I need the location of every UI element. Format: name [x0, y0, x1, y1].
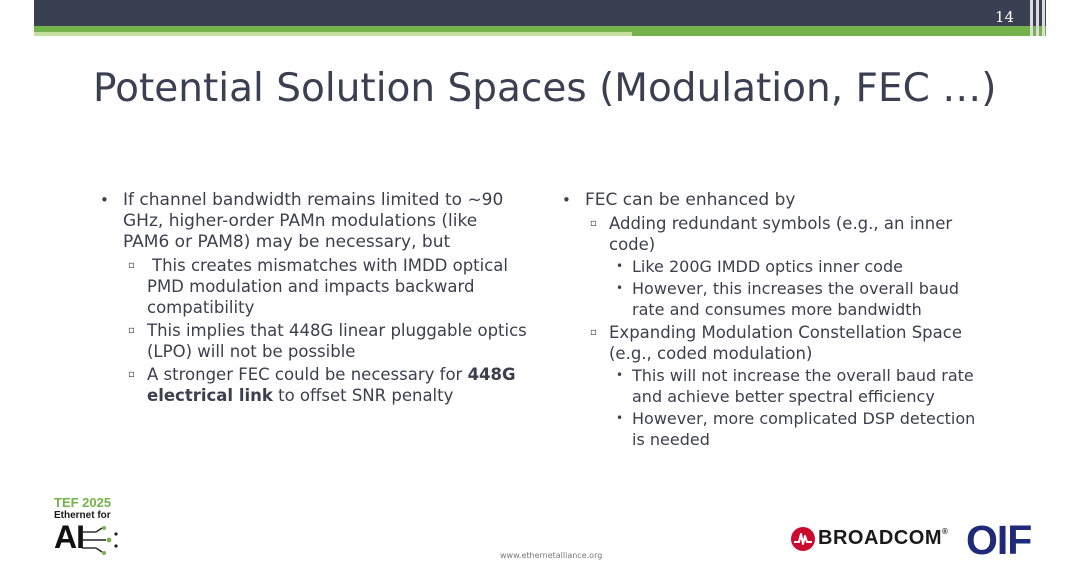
- sub-bullet-text: This implies that 448G linear pluggable optics (LPO) will not be possible: [147, 321, 527, 361]
- sub-bullet-item: [560, 322, 980, 364]
- slide-title: Potential Solution Spaces (Modulation, FEC …): [93, 66, 997, 111]
- sub-sub-bullet-item: [560, 256, 980, 277]
- sub-bullet-item: [98, 364, 528, 406]
- broadcom-wordmark: [818, 527, 948, 550]
- sub-sub-bullet-text: However, this increases the overall baud rate and consumes more bandwidth: [632, 279, 960, 319]
- square-bullet-icon: ▫: [128, 369, 135, 380]
- sub-sub-bullet-text: Like 200G IMDD optics inner code: [632, 257, 903, 276]
- footer-url: www.ethernetalliance.org: [500, 551, 603, 560]
- page-number: 14: [995, 8, 1015, 26]
- tef-year: TEF 2025: [54, 495, 112, 510]
- broadcom-pulse-icon: [791, 527, 815, 551]
- sub-bullet-text-end: to offset SNR penalty: [272, 386, 454, 405]
- broadcom-name: BROADCOM: [818, 527, 942, 549]
- small-bullet-icon: •: [616, 411, 624, 425]
- header-bar: [34, 0, 1046, 26]
- square-bullet-icon: ▫: [590, 218, 597, 229]
- header-stripe: [1042, 0, 1045, 36]
- sub-sub-bullet-item: [560, 278, 980, 320]
- bullet-item: [560, 190, 980, 211]
- sub-sub-bullet-item: [560, 408, 980, 450]
- small-bullet-icon: •: [616, 281, 624, 295]
- sub-bullet-text: [147, 365, 516, 405]
- small-bullet-icon: •: [616, 259, 624, 273]
- sub-sub-bullet-text: However, more complicated DSP detection is needed: [632, 409, 976, 449]
- sub-bullet-text-start: A stronger FEC could be necessary for: [147, 365, 468, 384]
- header-stripe: [1030, 0, 1033, 36]
- tef-ai-text: AI: [54, 519, 84, 555]
- sub-sub-bullet-item: [560, 365, 980, 407]
- bullet-dot-icon: •: [562, 191, 571, 209]
- bullet-dot-icon: •: [100, 191, 109, 209]
- square-bullet-icon: ▫: [128, 325, 135, 336]
- header-stripe: [1036, 0, 1039, 36]
- sub-bullet-item: [98, 320, 528, 362]
- left-column: [98, 190, 528, 406]
- small-bullet-icon: •: [616, 368, 624, 382]
- bold-phrase: 448G electrical link: [147, 365, 516, 405]
- square-bullet-icon: ▫: [128, 260, 135, 271]
- bullet-item: [98, 190, 528, 253]
- sub-bullet-item: [560, 213, 980, 255]
- sub-bullet-text: Expanding Modulation Constellation Space (e.g., coded modulation): [609, 323, 962, 363]
- tef-2025-logo: [54, 495, 124, 555]
- sub-bullet-text: This creates mismatches with IMDD optical PMD modulation and impacts backward compatibility: [147, 256, 509, 317]
- oif-logo: OIF: [966, 517, 1032, 563]
- bullet-text: FEC can be enhanced by: [585, 190, 796, 210]
- registered-mark: ®: [942, 527, 949, 536]
- tef-tagline: Ethernet for: [54, 510, 111, 521]
- circuit-icon: [82, 526, 122, 556]
- square-bullet-icon: ▫: [590, 327, 597, 338]
- sub-sub-bullet-text: This will not increase the overall baud rate and achieve better spectral efficiency: [632, 366, 974, 406]
- right-column: [560, 190, 980, 450]
- sub-bullet-text: Adding redundant symbols (e.g., an inner code): [609, 214, 953, 254]
- bullet-text: If channel bandwidth remains limited to ~90 GHz, higher-order PAMn modulations (like PAM6 or PAM8) may be necessary, but: [123, 190, 504, 252]
- broadcom-logo-icon: [791, 527, 815, 551]
- sub-bullet-item: [98, 255, 528, 318]
- header-accent-highlight: [34, 32, 632, 36]
